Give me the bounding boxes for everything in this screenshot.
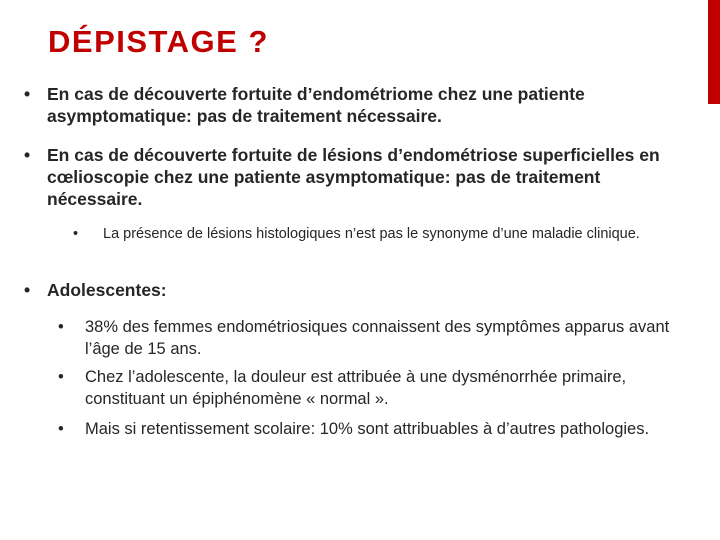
accent-bar [708, 0, 720, 104]
bullet-icon: • [24, 145, 31, 165]
bullet-text: La présence de lésions histologiques n’est pas le synonyme d’une maladie clinique. [103, 226, 640, 242]
bullet-item [73, 224, 653, 244]
bullet-item [58, 316, 678, 360]
bullet-icon: • [24, 280, 31, 300]
bullet-text: 38% des femmes endométriosiques connaissent des symptômes apparus avant l’âge de 15 ans. [85, 318, 670, 358]
bullet-item [24, 144, 700, 210]
bullet-item [24, 279, 624, 301]
bullet-icon: • [58, 368, 64, 386]
bullet-text: En cas de découverte fortuite de lésions d’endométriose superficielles en cœlioscopie chez une patiente asymptomatique: pas de traitement nécessaire. [47, 145, 660, 209]
bullet-item [24, 83, 660, 127]
slide-title: DÉPISTAGE ? [48, 24, 269, 59]
bullet-icon: • [24, 84, 31, 104]
bullet-icon: • [58, 318, 64, 336]
bullet-item [58, 418, 678, 440]
bullet-item [58, 366, 678, 410]
bullet-text: Chez l’adolescente, la douleur est attribuée à une dysménorrhée primaire, constituant un épiphénomène « normal ». [85, 368, 627, 408]
bullet-text: En cas de découverte fortuite d’endométriome chez une patiente asymptomatique: pas de traitement nécessaire. [47, 84, 585, 126]
bullet-text: Adolescentes: [47, 280, 167, 300]
bullet-text: Mais si retentissement scolaire: 10% sont attribuables à d’autres pathologies. [85, 420, 650, 438]
bullet-icon: • [73, 226, 79, 242]
bullet-icon: • [58, 420, 64, 438]
